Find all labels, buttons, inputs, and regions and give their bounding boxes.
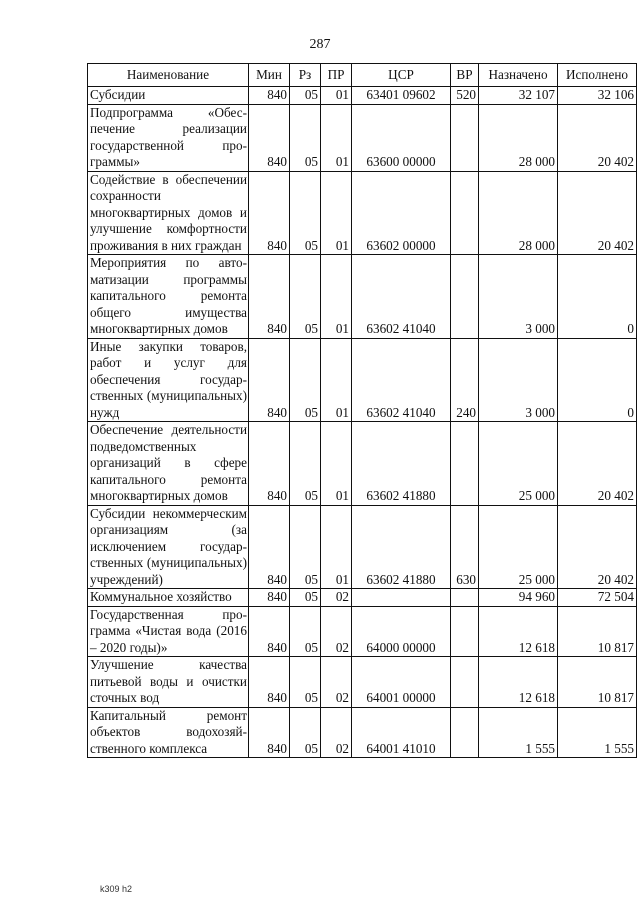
table-row (88, 657, 637, 708)
row-vr-cell: 520 (451, 87, 479, 105)
row-planned-cell: 3 000 (479, 338, 558, 422)
row-csr-cell: 64001 41010 (352, 707, 451, 758)
row-min-cell: 840 (249, 171, 290, 255)
row-vr-cell: 630 (451, 505, 479, 589)
row-min-cell: 840 (249, 87, 290, 105)
row-rz-cell: 05 (290, 255, 321, 339)
row-pr-cell: 01 (321, 104, 352, 171)
row-planned-cell: 28 000 (479, 171, 558, 255)
row-min-cell: 840 (249, 606, 290, 657)
row-min-cell: 840 (249, 707, 290, 758)
row-rz-cell: 05 (290, 171, 321, 255)
row-planned-cell: 3 000 (479, 255, 558, 339)
row-vr-cell: 240 (451, 338, 479, 422)
row-csr-cell: 63401 09602 (352, 87, 451, 105)
row-planned-cell: 25 000 (479, 505, 558, 589)
row-rz-cell: 05 (290, 606, 321, 657)
row-min-cell: 840 (249, 338, 290, 422)
table-row (88, 707, 637, 758)
row-min-cell: 840 (249, 505, 290, 589)
row-planned-cell: 12 618 (479, 657, 558, 708)
header-planned: Назначено (479, 64, 558, 87)
row-min-cell: 840 (249, 255, 290, 339)
row-planned-cell: 12 618 (479, 606, 558, 657)
row-csr-cell: 64000 00000 (352, 606, 451, 657)
row-executed-cell: 20 402 (558, 505, 637, 589)
row-name-cell: Обеспечение деятельности подведомственных организаций в сфере капитального ремонта многоквартирных домов (88, 422, 249, 506)
row-rz-cell: 05 (290, 87, 321, 105)
row-name-cell: Содействие в обеспечении сохранности многоквартирных домов и улучшение комфортности проживания в них граждан (88, 171, 249, 255)
row-executed-cell: 20 402 (558, 422, 637, 506)
header-csr: ЦСР (352, 64, 451, 87)
row-vr-cell (451, 104, 479, 171)
header-rz: Рз (290, 64, 321, 87)
row-executed-cell: 10 817 (558, 657, 637, 708)
row-planned-cell: 32 107 (479, 87, 558, 105)
footer-code: k309 h2 (100, 884, 133, 894)
row-executed-cell: 32 106 (558, 87, 637, 105)
row-planned-cell: 28 000 (479, 104, 558, 171)
row-executed-cell: 20 402 (558, 171, 637, 255)
row-vr-cell (451, 707, 479, 758)
row-planned-cell: 1 555 (479, 707, 558, 758)
row-min-cell: 840 (249, 657, 290, 708)
table-row (88, 104, 637, 171)
row-rz-cell: 05 (290, 422, 321, 506)
row-pr-cell: 01 (321, 171, 352, 255)
row-vr-cell (451, 422, 479, 506)
table-row (88, 338, 637, 422)
row-vr-cell (451, 589, 479, 607)
row-csr-cell: 63602 41040 (352, 338, 451, 422)
row-pr-cell: 02 (321, 606, 352, 657)
row-pr-cell: 02 (321, 589, 352, 607)
page-number: 287 (309, 37, 331, 52)
row-pr-cell: 01 (321, 505, 352, 589)
row-executed-cell: 0 (558, 338, 637, 422)
table-row (88, 505, 637, 589)
header-vr: ВР (451, 64, 479, 87)
row-name-cell: Капитальный ремонт объектов водохозяйственного комплекса (88, 707, 249, 758)
table-row (88, 589, 637, 607)
header-pr: ПР (321, 64, 352, 87)
row-pr-cell: 02 (321, 657, 352, 708)
header-min: Мин (249, 64, 290, 87)
row-rz-cell: 05 (290, 657, 321, 708)
table-row (88, 255, 637, 339)
row-vr-cell (451, 657, 479, 708)
row-name-cell: Коммунальное хозяйство (88, 589, 249, 607)
row-rz-cell: 05 (290, 104, 321, 171)
table-row (88, 422, 637, 506)
row-executed-cell: 0 (558, 255, 637, 339)
header-executed: Исполнено (558, 64, 637, 87)
row-csr-cell: 63602 41880 (352, 505, 451, 589)
row-vr-cell (451, 255, 479, 339)
row-pr-cell: 01 (321, 87, 352, 105)
row-name-cell: Субсидии некоммерческим организациям (за исключением государственных (муниципальных) учреждений) (88, 505, 249, 589)
row-pr-cell: 01 (321, 422, 352, 506)
table-body (88, 87, 637, 758)
table-header-row (88, 64, 637, 87)
row-vr-cell (451, 606, 479, 657)
row-executed-cell: 1 555 (558, 707, 637, 758)
row-planned-cell: 25 000 (479, 422, 558, 506)
table-row (88, 606, 637, 657)
row-executed-cell: 72 504 (558, 589, 637, 607)
row-csr-cell (352, 589, 451, 607)
row-planned-cell: 94 960 (479, 589, 558, 607)
row-rz-cell: 05 (290, 589, 321, 607)
row-vr-cell (451, 171, 479, 255)
row-csr-cell: 64001 00000 (352, 657, 451, 708)
row-csr-cell: 63600 00000 (352, 104, 451, 171)
budget-table (87, 63, 637, 758)
row-name-cell: Подпрограмма «Обеспечение реализации государственной программы» (88, 104, 249, 171)
row-rz-cell: 05 (290, 338, 321, 422)
row-csr-cell: 63602 00000 (352, 171, 451, 255)
row-name-cell: Иные закупки товаров, работ и услуг для обеспечения государственных (муниципальных) нужд (88, 338, 249, 422)
row-pr-cell: 02 (321, 707, 352, 758)
row-rz-cell: 05 (290, 505, 321, 589)
row-pr-cell: 01 (321, 255, 352, 339)
row-name-cell: Государственная программа «Чистая вода (2016 – 2020 годы)» (88, 606, 249, 657)
row-rz-cell: 05 (290, 707, 321, 758)
row-executed-cell: 20 402 (558, 104, 637, 171)
row-name-cell: Мероприятия по автоматизации программы капитального ремонта общего имущества многоквартирных домов (88, 255, 249, 339)
table-row (88, 87, 637, 105)
row-name-cell: Субсидии (88, 87, 249, 105)
row-executed-cell: 10 817 (558, 606, 637, 657)
row-csr-cell: 63602 41880 (352, 422, 451, 506)
row-min-cell: 840 (249, 589, 290, 607)
row-name-cell: Улучшение качества питьевой воды и очистки сточных вод (88, 657, 249, 708)
row-csr-cell: 63602 41040 (352, 255, 451, 339)
table-row (88, 171, 637, 255)
row-pr-cell: 01 (321, 338, 352, 422)
row-min-cell: 840 (249, 104, 290, 171)
row-min-cell: 840 (249, 422, 290, 506)
header-name: Наименование (88, 64, 249, 87)
